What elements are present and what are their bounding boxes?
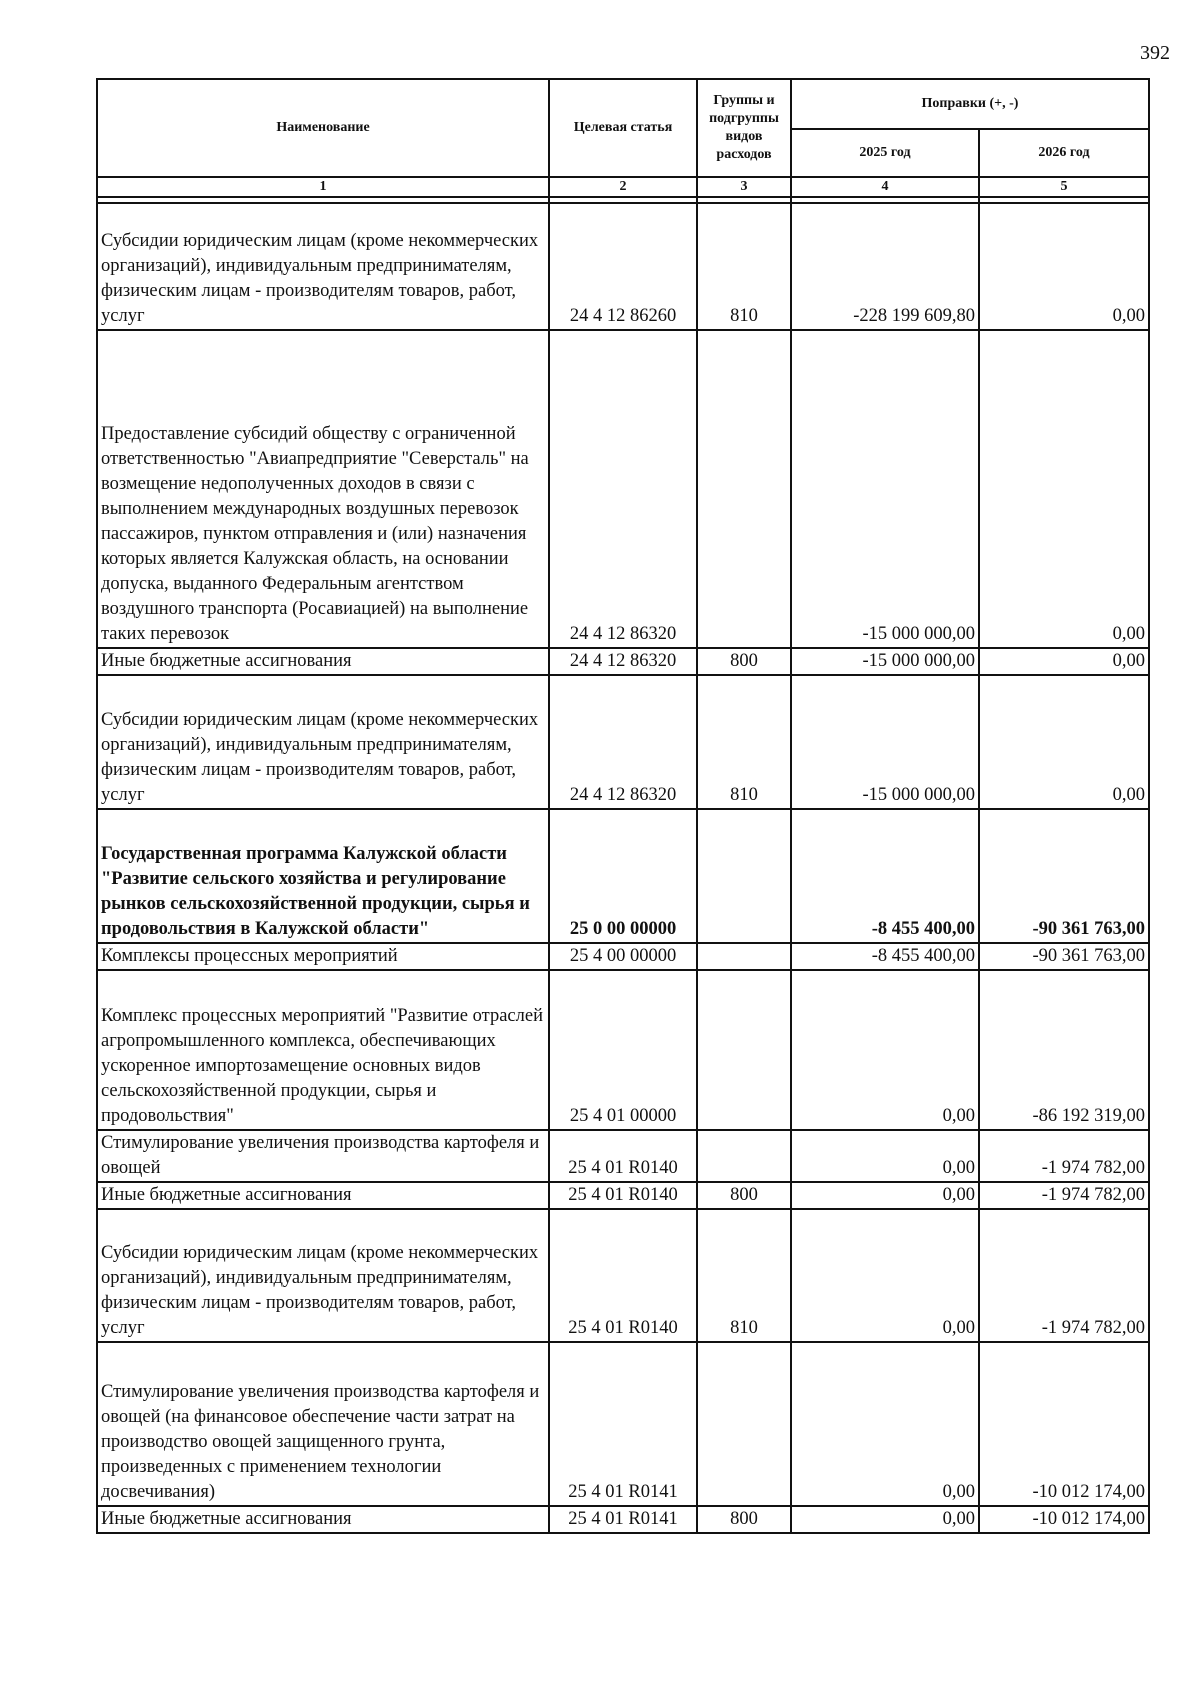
row-name: Стимулирование увеличения производства картофеля и овощей (на финансовое обеспечение части затрат на производство овощей защищенного грунта, произведенных с применением технологии досвечивания) bbox=[97, 1342, 549, 1506]
row-amount-2026: 0,00 bbox=[979, 648, 1149, 675]
table-row bbox=[97, 330, 1149, 648]
row-amount-2026: -10 012 174,00 bbox=[979, 1506, 1149, 1533]
row-group: 800 bbox=[697, 1506, 791, 1533]
row-amount-2025: 0,00 bbox=[791, 1130, 979, 1182]
row-amount-2026: -90 361 763,00 bbox=[979, 809, 1149, 943]
row-group bbox=[697, 1342, 791, 1506]
row-target-article: 25 4 01 R0141 bbox=[549, 1342, 697, 1506]
header-year-2025: 2025 год bbox=[791, 129, 979, 177]
table-row bbox=[97, 648, 1149, 675]
column-numbers-row bbox=[97, 177, 1149, 197]
row-target-article: 24 4 12 86320 bbox=[549, 330, 697, 648]
row-amount-2026: 0,00 bbox=[979, 203, 1149, 330]
row-group bbox=[697, 330, 791, 648]
table-row bbox=[97, 1130, 1149, 1182]
column-number: 2 bbox=[549, 177, 697, 197]
column-number: 4 bbox=[791, 177, 979, 197]
row-group bbox=[697, 970, 791, 1130]
row-amount-2026: 0,00 bbox=[979, 675, 1149, 809]
header-groups-line3: видов bbox=[725, 129, 763, 144]
header-year-2026: 2026 год bbox=[979, 129, 1149, 177]
row-group: 800 bbox=[697, 1182, 791, 1209]
row-amount-2026: -1 974 782,00 bbox=[979, 1182, 1149, 1209]
row-target-article: 24 4 12 86320 bbox=[549, 648, 697, 675]
row-target-article: 25 4 01 R0140 bbox=[549, 1209, 697, 1342]
row-amount-2025: -8 455 400,00 bbox=[791, 943, 979, 970]
row-amount-2026: -90 361 763,00 bbox=[979, 943, 1149, 970]
header-target-article: Целевая статья bbox=[549, 79, 697, 177]
row-name: Комплексы процессных мероприятий bbox=[97, 943, 549, 970]
table-row bbox=[97, 1342, 1149, 1506]
row-group bbox=[697, 809, 791, 943]
row-amount-2025: -8 455 400,00 bbox=[791, 809, 979, 943]
row-name: Иные бюджетные ассигнования bbox=[97, 1182, 549, 1209]
row-name: Комплекс процессных мероприятий "Развитие отраслей агропромышленного комплекса, обеспечивающих ускоренное импортозамещение основных видов сельскохозяйственной продукции, сырья и продовольствия" bbox=[97, 970, 549, 1130]
row-group: 800 bbox=[697, 648, 791, 675]
header-name: Наименование bbox=[97, 79, 549, 177]
row-target-article: 25 4 01 00000 bbox=[549, 970, 697, 1130]
row-target-article: 25 4 00 00000 bbox=[549, 943, 697, 970]
column-number: 5 bbox=[979, 177, 1149, 197]
row-amount-2025: -15 000 000,00 bbox=[791, 330, 979, 648]
table-row bbox=[97, 1209, 1149, 1342]
row-target-article: 24 4 12 86320 bbox=[549, 675, 697, 809]
row-amount-2026: -1 974 782,00 bbox=[979, 1130, 1149, 1182]
row-amount-2025: -228 199 609,80 bbox=[791, 203, 979, 330]
row-target-article: 25 0 00 00000 bbox=[549, 809, 697, 943]
column-number: 3 bbox=[697, 177, 791, 197]
row-name: Государственная программа Калужской области "Развитие сельского хозяйства и регулирование рынков сельскохозяйственной продукции, сырья и продовольствия в Калужской области" bbox=[97, 809, 549, 943]
row-target-article: 25 4 01 R0140 bbox=[549, 1130, 697, 1182]
row-amount-2025: 0,00 bbox=[791, 1209, 979, 1342]
row-group: 810 bbox=[697, 675, 791, 809]
row-name: Субсидии юридическим лицам (кроме некоммерческих организаций), индивидуальным предпринимателям, физическим лицам - производителям товаров, работ, услуг bbox=[97, 675, 549, 809]
row-amount-2025: -15 000 000,00 bbox=[791, 648, 979, 675]
row-name: Субсидии юридическим лицам (кроме некоммерческих организаций), индивидуальным предпринимателям, физическим лицам - производителям товаров, работ, услуг bbox=[97, 1209, 549, 1342]
header-groups-line2: подгруппы bbox=[709, 111, 779, 126]
row-amount-2025: 0,00 bbox=[791, 1182, 979, 1209]
row-name: Стимулирование увеличения производства картофеля и овощей bbox=[97, 1130, 549, 1182]
row-group: 810 bbox=[697, 203, 791, 330]
budget-table bbox=[96, 78, 1150, 1534]
row-name: Предоставление субсидий обществу с ограниченной ответственностью "Авиапредприятие "Северсталь" на возмещение недополученных доходов в связи с выполнением международных воздушных перевозок пассажиров, пунктом отправления и (или) назначения которых является Калужская область, на основании допуска, выданного Федеральным агентством воздушного транспорта (Росавиацией) на выполнение таких перевозок bbox=[97, 330, 549, 648]
row-amount-2026: -1 974 782,00 bbox=[979, 1209, 1149, 1342]
row-amount-2026: -10 012 174,00 bbox=[979, 1342, 1149, 1506]
row-target-article: 24 4 12 86260 bbox=[549, 203, 697, 330]
table-row bbox=[97, 970, 1149, 1130]
row-amount-2025: 0,00 bbox=[791, 1342, 979, 1506]
table-header bbox=[97, 79, 1149, 197]
column-number: 1 bbox=[97, 177, 549, 197]
header-groups bbox=[697, 79, 791, 177]
header-groups-line1: Группы и bbox=[713, 93, 775, 108]
table-body bbox=[97, 197, 1149, 1533]
row-target-article: 25 4 01 R0140 bbox=[549, 1182, 697, 1209]
row-group bbox=[697, 1130, 791, 1182]
row-amount-2025: 0,00 bbox=[791, 1506, 979, 1533]
page-number: 392 bbox=[1140, 42, 1170, 64]
table-row-program bbox=[97, 809, 1149, 943]
table-row bbox=[97, 1182, 1149, 1209]
row-group bbox=[697, 943, 791, 970]
row-name: Субсидии юридическим лицам (кроме некоммерческих организаций), индивидуальным предпринимателям, физическим лицам - производителям товаров, работ, услуг bbox=[97, 203, 549, 330]
row-amount-2025: -15 000 000,00 bbox=[791, 675, 979, 809]
row-amount-2026: 0,00 bbox=[979, 330, 1149, 648]
row-target-article: 25 4 01 R0141 bbox=[549, 1506, 697, 1533]
table-row bbox=[97, 675, 1149, 809]
table-row bbox=[97, 203, 1149, 330]
row-name: Иные бюджетные ассигнования bbox=[97, 1506, 549, 1533]
header-groups-line4: расходов bbox=[716, 147, 772, 162]
table-row bbox=[97, 1506, 1149, 1533]
row-amount-2026: -86 192 319,00 bbox=[979, 970, 1149, 1130]
table-row bbox=[97, 943, 1149, 970]
row-group: 810 bbox=[697, 1209, 791, 1342]
row-name: Иные бюджетные ассигнования bbox=[97, 648, 549, 675]
row-amount-2025: 0,00 bbox=[791, 970, 979, 1130]
header-amendments: Поправки (+, -) bbox=[791, 79, 1149, 129]
